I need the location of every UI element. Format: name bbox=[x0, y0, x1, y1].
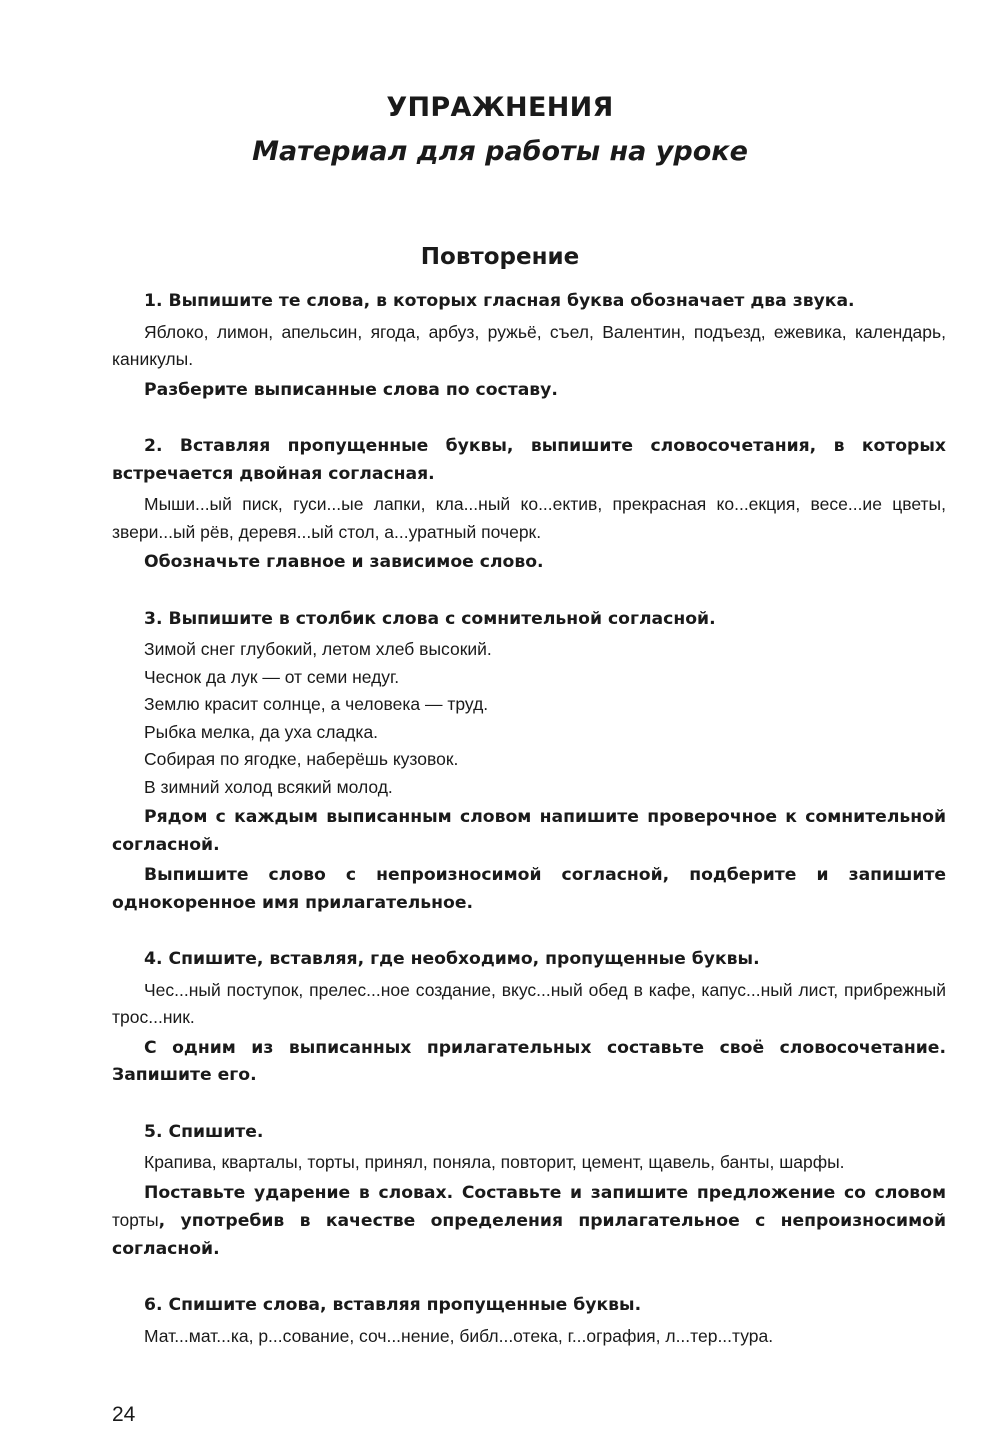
exercise-instruction: Рядом с каждым выписанным словом напишите проверочное к сомнительной согласной. bbox=[112, 807, 946, 855]
proverb-line: Собирая по ягодке, наберёшь кузовок. bbox=[144, 749, 459, 769]
proverb-line: Зимой снег глубокий, летом хлеб высокий. bbox=[144, 639, 492, 659]
exercise-instruction bbox=[112, 1180, 946, 1264]
exercise-1 bbox=[112, 288, 946, 404]
exercise-text: Крапива, кварталы, торты, принял, поняла, повторит, цемент, щавель, банты, шарфы. bbox=[144, 1152, 845, 1172]
exercise-task: 5. Спишите. bbox=[144, 1121, 264, 1142]
page-title: УПРАЖНЕНИЯ bbox=[386, 92, 614, 123]
proverb-line: Чеснок да лук — от семи недуг. bbox=[144, 666, 400, 687]
proverb-line: Рыбка мелка, да уха сладка. bbox=[144, 721, 379, 742]
page-number: 24 bbox=[112, 1403, 136, 1426]
exercise-text: Мат...мат...ка, р...сование, соч...нение, библ...отека, г...ография, л...тер...тура. bbox=[144, 1325, 774, 1346]
instruction-part: , употребив в качестве определения прилагательное с непроизносимой согласной. bbox=[112, 1211, 946, 1259]
exercise-instruction: С одним из выписанных прилагательных составьте своё словосочетание. Запишите его. bbox=[112, 1037, 946, 1085]
exercise-text: Мыши...ый писк, гуси...ые лапки, кла...ный ко...ектив, прекрасная ко...екция, весе...ие цветы, звери...ый рёв, деревя...ый стол, а...уратный почерк. bbox=[112, 494, 946, 542]
exercise-2 bbox=[112, 433, 946, 577]
exercise-instruction: Разберите выписанные слова по составу. bbox=[144, 379, 558, 400]
proverb-line: Землю красит солнце, а человека — труд. bbox=[144, 694, 489, 714]
exercise-5 bbox=[112, 1119, 946, 1264]
section-heading: Повторение bbox=[420, 244, 580, 270]
exercise-task: 4. Спишите, вставляя, где необходимо, пропущенные буквы. bbox=[144, 949, 760, 969]
exercise-task: 6. Спишите слова, вставляя пропущенные буквы. bbox=[144, 1295, 642, 1315]
exercise-6 bbox=[112, 1292, 946, 1350]
instruction-keyword: торты bbox=[112, 1210, 159, 1230]
exercise-4 bbox=[112, 946, 946, 1090]
exercise-text: Яблоко, лимон, апельсин, ягода, арбуз, ружьё, съел, Валентин, подъезд, ежевика, календарь, каникулы. bbox=[112, 321, 946, 369]
instruction-part: Поставьте ударение в словах. Составьте и запишите предложение со словом bbox=[144, 1182, 946, 1203]
proverb-line: В зимний холод всякий молод. bbox=[144, 776, 393, 797]
exercise-instruction: Выпишите слово с непроизносимой согласной, подберите и запишите однокоренное имя прилагательное. bbox=[112, 865, 946, 913]
exercise-task: 2. Вставляя пропущенные буквы, выпишите словосочетания, в которых встречается двойная согласная. bbox=[112, 436, 946, 484]
page-subtitle: Материал для работы на уроке bbox=[252, 136, 748, 167]
exercise-text: Чес...ный поступок, прелес...ное создание, вкус...ный обед в кафе, капус...ный лист, прибрежный трос...ник. bbox=[112, 979, 946, 1027]
exercise-instruction: Обозначьте главное и зависимое слово. bbox=[144, 552, 544, 572]
exercise-task: 1. Выпишите те слова, в которых гласная буква обозначает два звука. bbox=[144, 291, 855, 311]
exercise-task: 3. Выпишите в столбик слова с сомнительной согласной. bbox=[144, 608, 716, 629]
exercise-3 bbox=[112, 606, 946, 918]
exercises-list bbox=[112, 288, 946, 1379]
